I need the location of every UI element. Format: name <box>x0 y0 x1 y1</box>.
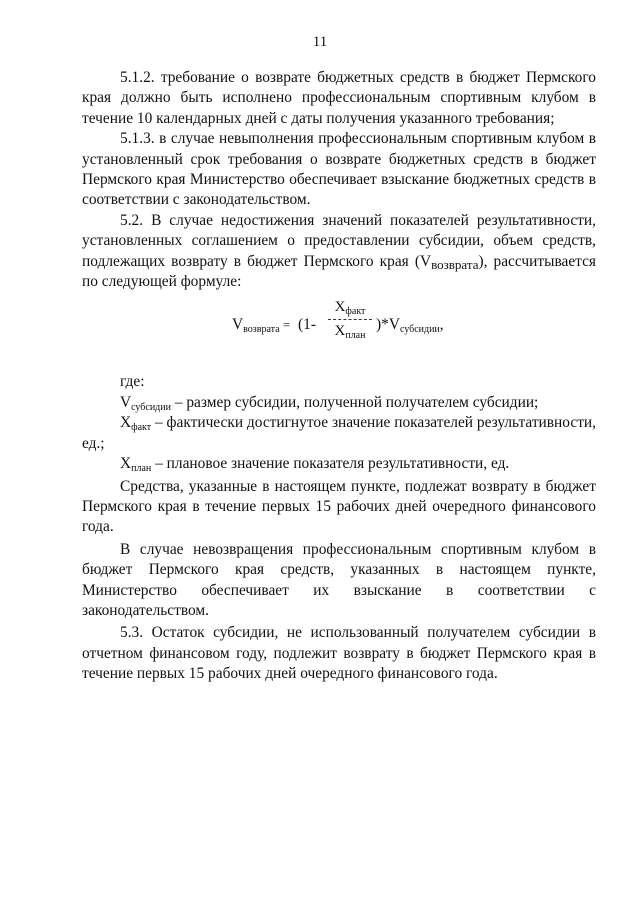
definition-x-fact: $X_{факт}$ – фактически достигнутое значение показателей результативности, ед.; <box>82 414 597 452</box>
paragraph-5-3: 5.3. Остаток субсидии, не использованный получателем субсидии в отчетном финансовом году, подлежит возврату в бюджет Пермского края в течение первых 15 рабочих дней очередного финансового года. <box>82 624 596 683</box>
formula-close: )$*V_{субсидии}$, <box>376 316 444 336</box>
formula-fraction <box>328 298 372 340</box>
formula-open: (1- <box>298 316 316 334</box>
formula-denominator: $X_{план}$ <box>334 323 366 342</box>
definition-v-subsidy: $V_{субсидии}$ – размер субсидии, полученной получателем субсидии; <box>120 393 539 413</box>
refund-formula <box>82 298 596 368</box>
document-body <box>82 68 596 685</box>
formula-lhs: $V_{возврата}$ = <box>232 316 291 336</box>
page-number: 11 <box>312 34 328 50</box>
paragraph-5-1-3: 5.1.3. в случае невыполнения профессиональным спортивным клубом в установленный срок требования о возврате бюджетных средств в бюджет Пермского края Министерство обеспечивает взыскание бюджетных средств в соответствии с законодательством. <box>82 130 596 209</box>
formula-numerator: $X_{факт}$ <box>334 299 366 318</box>
where-label: где: <box>120 373 145 391</box>
paragraph-refund-terms: Средства, указанные в настоящем пункте, подлежат возврату в бюджет Пермского края в течение первых 15 рабочих дней очередного финансового года. <box>82 477 596 536</box>
definition-x-plan: $X_{план}$ – плановое значение показателя результативности, ед. <box>120 455 510 475</box>
paragraph-non-return: В случае невозвращения профессиональным спортивным клубом в бюджет Пермского края средств, указанных в настоящем пункте, Министерство обеспечивает их взыскание в соответствии с законодательством. <box>82 540 596 619</box>
fraction-bar <box>328 319 372 320</box>
paragraph-5-1-2: 5.1.2. требование о возврате бюджетных средств в бюджет Пермского края должно быть исполнено профессиональным спортивным клубом в течение 10 календарных дней с даты получения указанного требования; <box>82 69 596 127</box>
paragraph-5-2: 5.2. В случае недостижения значений показателей результативности, установленных соглашением о предоставлении субсидии, объем средств, подлежащих возврату в бюджет Пермского края $(V_{возврата})$, рассчитывается по следующей формуле: <box>82 211 596 291</box>
